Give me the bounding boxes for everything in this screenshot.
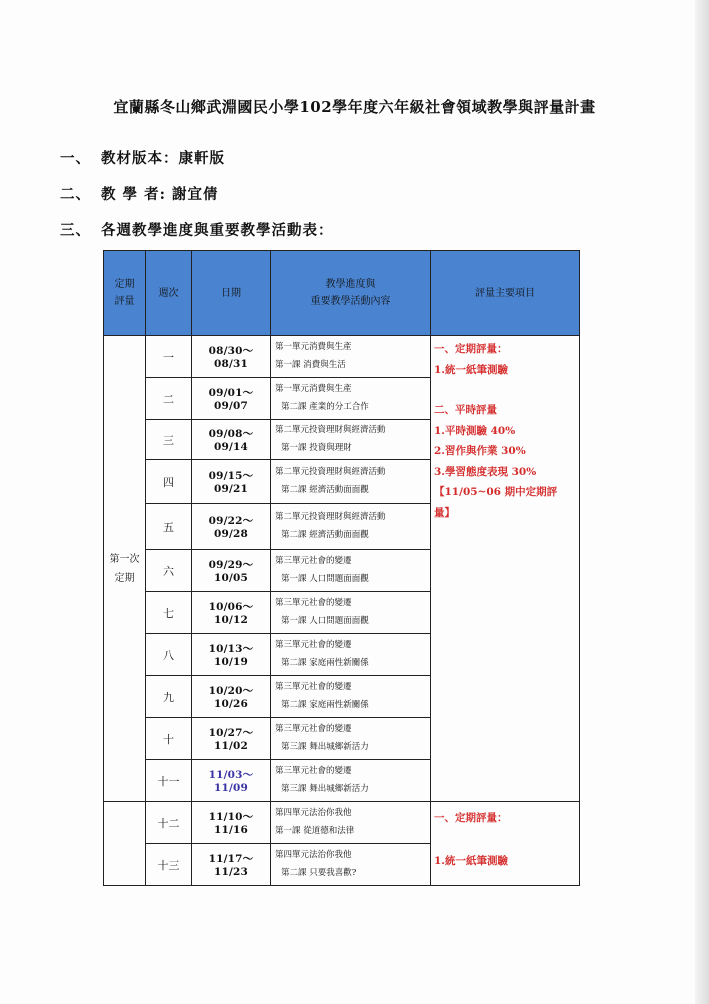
eval-heading-periodic: 一、定期評量：: [434, 812, 508, 824]
section-number: 三、: [60, 222, 91, 239]
activity-cell: 第三單元社會的變遷 第一課 人口問題面面觀: [271, 592, 431, 634]
activity-cell: 第一單元消費與生產 第一課 消費與生活: [271, 336, 431, 378]
term-cell-second: [104, 802, 146, 886]
date-cell: 10/27～11/02: [192, 718, 271, 760]
week-cell: 三: [146, 420, 192, 460]
eval-item: 2.習作與作業 30%: [434, 445, 526, 457]
week-cell: 二: [146, 378, 192, 420]
header-week: 週次: [146, 251, 192, 336]
week-cell: 八: [146, 634, 192, 676]
activity-cell: 第二單元投資理財與經濟活動 第二課 經濟活動面面觀: [271, 504, 431, 550]
section-text: 教材版本：康軒版: [101, 150, 225, 167]
activity-cell: 第三單元社會的變遷 第三課 舞出城鄉新活力: [271, 718, 431, 760]
date-cell: 10/06～10/12: [192, 592, 271, 634]
activity-cell: 第二單元投資理財與經濟活動 第二課 經濟活動面面觀: [271, 460, 431, 504]
week-cell: 十: [146, 718, 192, 760]
table-row: [104, 802, 580, 844]
eval-item: 1.平時測驗 40%: [434, 424, 516, 437]
header-term: 定期 評量: [104, 251, 146, 336]
week-cell: 十二: [146, 802, 192, 844]
date-cell: 10/20～10/26: [192, 676, 271, 718]
activity-cell: 第四單元法治你我他 第二課 只要我喜歡?: [271, 844, 431, 886]
activity-cell: 第三單元社會的變遷 第一課 人口問題面面觀: [271, 550, 431, 592]
eval-note: 【11/05~06 期中定期評: [434, 486, 558, 498]
section-text: 教 學 者: 謝宜倩: [101, 186, 219, 203]
activity-cell: 第三單元社會的變遷 第二課 家庭兩性新關係: [271, 634, 431, 676]
activity-cell: 第四單元法治你我他 第一課 從道德和法律: [271, 802, 431, 844]
eval-heading-regular: 二、平時評量: [434, 404, 497, 416]
eval-item: 1.統一紙筆測驗: [434, 854, 508, 867]
date-cell: 09/22～09/28: [192, 504, 271, 550]
date-cell: 11/17～11/23: [192, 844, 271, 886]
section-text: 各週教學進度與重要教學活動表：: [101, 222, 334, 239]
table-row: [104, 336, 580, 378]
date-cell: 09/01～09/07: [192, 378, 271, 420]
evaluation-cell-second: [431, 802, 580, 886]
week-cell: 九: [146, 676, 192, 718]
document-title: 宜蘭縣冬山鄉武淵國民小學102學年度六年級社會領域教學與評量計畫: [113, 98, 596, 116]
header-date: 日期: [192, 251, 271, 336]
section-number: 二、: [60, 186, 91, 203]
header-activity: 教學進度與 重要教學活動內容: [271, 251, 431, 336]
section-number: 一、: [60, 150, 91, 167]
section-schedule-heading: [60, 219, 334, 240]
eval-note: 量】: [434, 506, 455, 519]
date-cell: 09/08～09/14: [192, 420, 271, 460]
week-cell: 一: [146, 336, 192, 378]
week-cell: 十一: [146, 760, 192, 802]
activity-cell: 第一單元消費與生產 第二課 產業的分工合作: [271, 378, 431, 420]
table-header-row: [104, 251, 580, 336]
week-cell: 七: [146, 592, 192, 634]
date-cell: 11/03～11/09: [192, 760, 271, 802]
header-evaluation: 評量主要項目: [431, 251, 580, 336]
eval-heading-periodic: 一、定期評量：: [434, 343, 508, 355]
schedule-table: [103, 250, 580, 886]
term-cell-first: 第一次 定期: [104, 336, 146, 802]
section-teacher: [60, 183, 219, 204]
week-cell: 五: [146, 504, 192, 550]
date-cell: 10/13～10/19: [192, 634, 271, 676]
activity-cell: 第三單元社會的變遷 第三課 舞出城鄉新活力: [271, 760, 431, 802]
eval-item: 3.學習態度表現 30%: [434, 465, 537, 478]
date-cell: 08/30～08/31: [192, 336, 271, 378]
date-cell: 09/29～10/05: [192, 550, 271, 592]
week-cell: 十三: [146, 844, 192, 886]
page-edge-shadow: [695, 0, 709, 1004]
activity-cell: 第三單元社會的變遷 第二課 家庭兩性新關係: [271, 676, 431, 718]
week-cell: 六: [146, 550, 192, 592]
eval-item: 1.統一紙筆測驗: [434, 363, 508, 376]
date-cell: 11/10～11/16: [192, 802, 271, 844]
activity-cell: 第二單元投資理財與經濟活動 第一課 投資與理財: [271, 420, 431, 460]
section-textbook-version: [60, 147, 225, 168]
evaluation-cell-first: [431, 336, 580, 802]
date-cell: 09/15～09/21: [192, 460, 271, 504]
week-cell: 四: [146, 460, 192, 504]
